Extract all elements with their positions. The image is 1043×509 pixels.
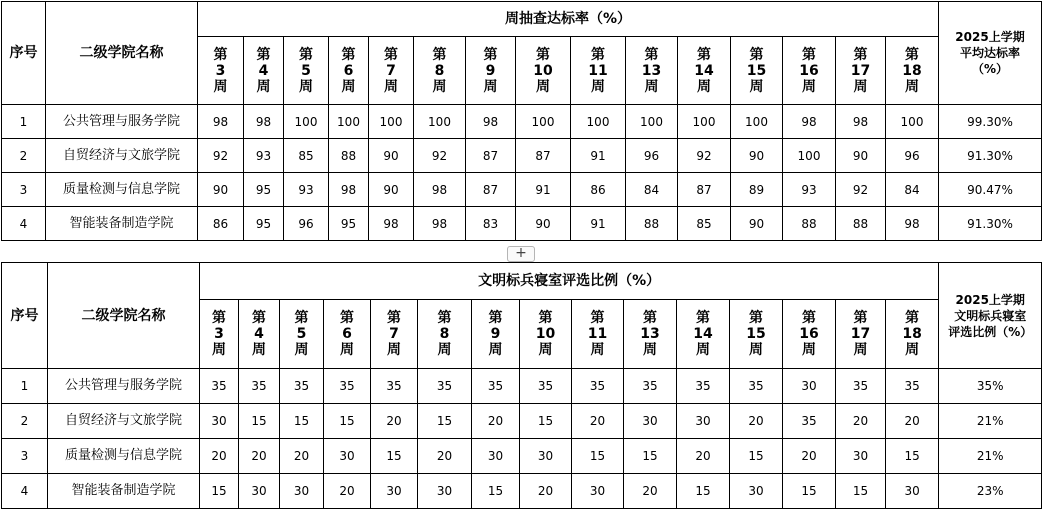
week-header: 第 16 周 [783, 300, 836, 369]
summary-value: 23% [939, 474, 1042, 509]
week-value: 95 [244, 207, 284, 241]
table-row [2, 105, 1042, 139]
week-value: 15 [280, 404, 324, 439]
week-value: 30 [418, 474, 472, 509]
week-value: 20 [624, 474, 677, 509]
week-value: 98 [244, 105, 284, 139]
week-value: 88 [783, 207, 836, 241]
week-header: 第 16 周 [783, 37, 836, 105]
week-value: 35 [836, 369, 886, 404]
week-value: 98 [783, 105, 836, 139]
summary-value: 91.30% [939, 139, 1042, 173]
week-value: 96 [886, 139, 939, 173]
seq-header: 序号 [2, 2, 46, 105]
week-value: 88 [626, 207, 678, 241]
week-value: 88 [329, 139, 369, 173]
week-value: 90 [731, 207, 783, 241]
week-value: 98 [414, 207, 466, 241]
week-value: 35 [730, 369, 783, 404]
week-value: 30 [324, 439, 371, 474]
row-seq: 3 [2, 439, 48, 474]
week-value: 30 [677, 404, 730, 439]
week-value: 100 [516, 105, 571, 139]
week-value: 87 [466, 139, 516, 173]
week-header: 第 8 周 [414, 37, 466, 105]
week-value: 35 [239, 369, 280, 404]
college-header: 二级学院名称 [46, 2, 198, 105]
week-header: 第 13 周 [624, 300, 677, 369]
week-header: 第 3 周 [198, 37, 244, 105]
week-value: 30 [520, 439, 572, 474]
week-value: 15 [200, 474, 239, 509]
week-value: 15 [572, 439, 624, 474]
table-row [2, 369, 1042, 404]
week-value: 93 [783, 173, 836, 207]
week-value: 92 [414, 139, 466, 173]
week-value: 20 [836, 404, 886, 439]
row-seq: 2 [2, 404, 48, 439]
week-value: 15 [624, 439, 677, 474]
week-value: 30 [200, 404, 239, 439]
table-row [2, 404, 1042, 439]
week-value: 15 [730, 439, 783, 474]
week-value: 98 [836, 105, 886, 139]
week-value: 35 [624, 369, 677, 404]
college-name: 公共管理与服务学院 [46, 105, 198, 139]
week-value: 20 [572, 404, 624, 439]
week-value: 98 [329, 173, 369, 207]
week-value: 90 [731, 139, 783, 173]
row-seq: 4 [2, 207, 46, 241]
summary-value: 90.47% [939, 173, 1042, 207]
summary-value: 21% [939, 404, 1042, 439]
week-value: 90 [369, 173, 414, 207]
week-header: 第 10 周 [516, 37, 571, 105]
week-value: 89 [731, 173, 783, 207]
week-value: 35 [418, 369, 472, 404]
week-header: 第 18 周 [886, 300, 939, 369]
week-value: 100 [571, 105, 626, 139]
college-name: 自贸经济与文旅学院 [46, 139, 198, 173]
week-header: 第 10 周 [520, 300, 572, 369]
week-value: 91 [571, 207, 626, 241]
table-row [2, 439, 1042, 474]
week-value: 100 [369, 105, 414, 139]
week-header: 第 4 周 [239, 300, 280, 369]
week-value: 95 [329, 207, 369, 241]
week-value: 35 [371, 369, 418, 404]
week-value: 15 [418, 404, 472, 439]
week-value: 100 [731, 105, 783, 139]
week-value: 100 [886, 105, 939, 139]
college-name: 自贸经济与文旅学院 [48, 404, 200, 439]
week-value: 83 [466, 207, 516, 241]
week-value: 20 [280, 439, 324, 474]
week-header: 第 5 周 [284, 37, 329, 105]
week-value: 30 [730, 474, 783, 509]
weekly-rate-header: 周抽查达标率（%） [198, 2, 939, 37]
week-value: 98 [369, 207, 414, 241]
week-value: 100 [329, 105, 369, 139]
week-value: 15 [677, 474, 730, 509]
weekly-ratio-header: 文明标兵寝室评选比例（%） [200, 263, 939, 300]
week-value: 35 [324, 369, 371, 404]
week-value: 100 [626, 105, 678, 139]
week-header: 第 14 周 [678, 37, 731, 105]
week-value: 30 [783, 369, 836, 404]
week-value: 35 [783, 404, 836, 439]
week-value: 20 [371, 404, 418, 439]
seq-header: 序号 [2, 263, 48, 369]
week-header: 第 8 周 [418, 300, 472, 369]
week-header: 第 17 周 [836, 300, 886, 369]
week-value: 30 [572, 474, 624, 509]
week-value: 86 [571, 173, 626, 207]
semester-ratio-header: 2025上学期 文明标兵寝室 评选比例（%） [939, 263, 1042, 369]
week-value: 90 [369, 139, 414, 173]
college-name: 质量检测与信息学院 [46, 173, 198, 207]
week-value: 92 [678, 139, 731, 173]
week-value: 20 [324, 474, 371, 509]
week-header: 第 6 周 [329, 37, 369, 105]
week-value: 91 [516, 173, 571, 207]
week-value: 35 [200, 369, 239, 404]
week-value: 20 [239, 439, 280, 474]
week-value: 30 [472, 439, 520, 474]
week-value: 20 [886, 404, 939, 439]
table-row [2, 207, 1042, 241]
week-value: 98 [886, 207, 939, 241]
week-value: 20 [677, 439, 730, 474]
week-value: 93 [244, 139, 284, 173]
row-seq: 3 [2, 173, 46, 207]
week-value: 30 [239, 474, 280, 509]
week-value: 98 [414, 173, 466, 207]
college-name: 智能装备制造学院 [46, 207, 198, 241]
row-seq: 2 [2, 139, 46, 173]
summary-value: 21% [939, 439, 1042, 474]
week-value: 90 [516, 207, 571, 241]
week-header: 第 3 周 [200, 300, 239, 369]
standard-rate-table [1, 1, 1042, 241]
week-value: 93 [284, 173, 329, 207]
week-header: 第 4 周 [244, 37, 284, 105]
week-header: 第 7 周 [371, 300, 418, 369]
college-name: 智能装备制造学院 [48, 474, 200, 509]
week-value: 15 [520, 404, 572, 439]
week-value: 20 [418, 439, 472, 474]
week-value: 85 [678, 207, 731, 241]
week-value: 92 [198, 139, 244, 173]
week-value: 20 [730, 404, 783, 439]
week-value: 30 [624, 404, 677, 439]
week-value: 98 [198, 105, 244, 139]
week-value: 30 [280, 474, 324, 509]
week-value: 90 [836, 139, 886, 173]
row-seq: 1 [2, 105, 46, 139]
add-row-button[interactable]: + [507, 246, 535, 262]
week-value: 15 [324, 404, 371, 439]
week-value: 98 [466, 105, 516, 139]
week-value: 35 [572, 369, 624, 404]
week-header: 第 6 周 [324, 300, 371, 369]
week-value: 87 [678, 173, 731, 207]
table-row [2, 139, 1042, 173]
summary-value: 99.30% [939, 105, 1042, 139]
week-value: 100 [783, 139, 836, 173]
week-value: 20 [472, 404, 520, 439]
week-value: 15 [239, 404, 280, 439]
summary-value: 35% [939, 369, 1042, 404]
week-header: 第 13 周 [626, 37, 678, 105]
college-header: 二级学院名称 [48, 263, 200, 369]
week-header: 第 5 周 [280, 300, 324, 369]
week-header: 第 15 周 [730, 300, 783, 369]
week-value: 100 [414, 105, 466, 139]
week-header: 第 17 周 [836, 37, 886, 105]
week-value: 30 [836, 439, 886, 474]
week-value: 15 [836, 474, 886, 509]
week-value: 20 [783, 439, 836, 474]
table-row [2, 173, 1042, 207]
week-value: 35 [886, 369, 939, 404]
week-value: 20 [200, 439, 239, 474]
week-value: 15 [371, 439, 418, 474]
week-value: 90 [198, 173, 244, 207]
week-header: 第 15 周 [731, 37, 783, 105]
avg-rate-header: 2025上学期 平均达标率 （%） [939, 2, 1042, 105]
week-value: 96 [626, 139, 678, 173]
week-header: 第 9 周 [472, 300, 520, 369]
week-value: 35 [520, 369, 572, 404]
week-value: 88 [836, 207, 886, 241]
week-value: 92 [836, 173, 886, 207]
week-value: 15 [783, 474, 836, 509]
week-value: 91 [571, 139, 626, 173]
week-value: 84 [886, 173, 939, 207]
week-value: 35 [677, 369, 730, 404]
week-header: 第 14 周 [677, 300, 730, 369]
college-name: 公共管理与服务学院 [48, 369, 200, 404]
week-value: 35 [280, 369, 324, 404]
week-header: 第 7 周 [369, 37, 414, 105]
row-seq: 4 [2, 474, 48, 509]
week-header: 第 18 周 [886, 37, 939, 105]
summary-value: 91.30% [939, 207, 1042, 241]
week-value: 100 [678, 105, 731, 139]
week-value: 35 [472, 369, 520, 404]
week-header: 第 9 周 [466, 37, 516, 105]
table-row [2, 474, 1042, 509]
week-header: 第 11 周 [571, 37, 626, 105]
week-header: 第 11 周 [572, 300, 624, 369]
week-value: 100 [284, 105, 329, 139]
week-value: 87 [516, 139, 571, 173]
model-dorm-table [1, 262, 1042, 509]
week-value: 20 [520, 474, 572, 509]
row-seq: 1 [2, 369, 48, 404]
week-value: 85 [284, 139, 329, 173]
week-value: 87 [466, 173, 516, 207]
week-value: 15 [472, 474, 520, 509]
week-value: 96 [284, 207, 329, 241]
week-value: 86 [198, 207, 244, 241]
week-value: 84 [626, 173, 678, 207]
week-value: 95 [244, 173, 284, 207]
week-value: 30 [886, 474, 939, 509]
college-name: 质量检测与信息学院 [48, 439, 200, 474]
week-value: 15 [886, 439, 939, 474]
week-value: 30 [371, 474, 418, 509]
